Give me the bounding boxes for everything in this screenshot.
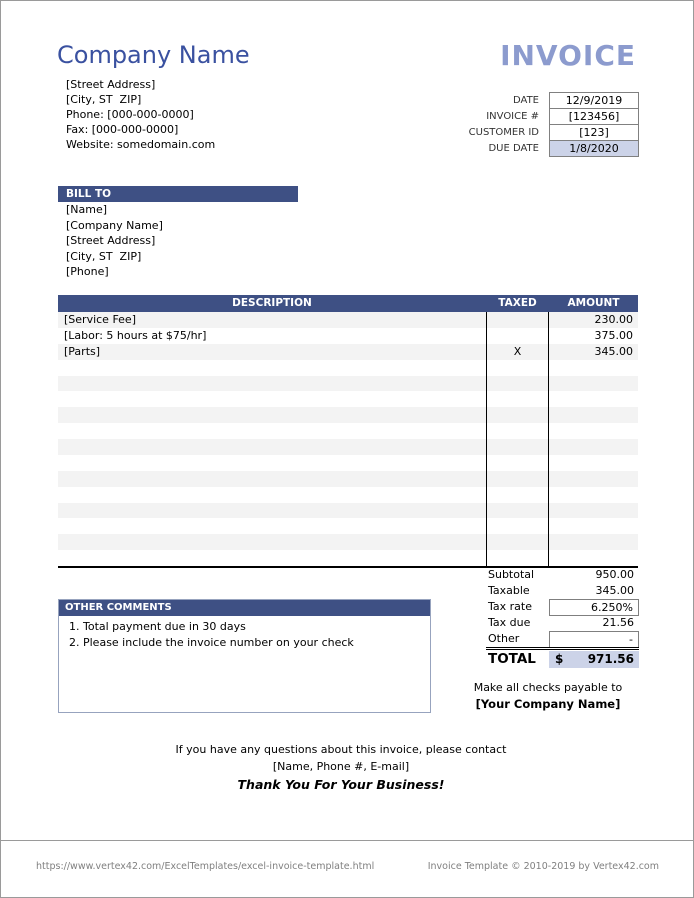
meta-value-field[interactable]: 12/9/2019: [549, 92, 639, 109]
meta-value-field[interactable]: [123456]: [549, 108, 639, 125]
item-description-cell[interactable]: [58, 391, 486, 407]
meta-label: DUE DATE: [488, 143, 539, 154]
items-table-header: [58, 295, 638, 312]
meta-row: [421, 125, 639, 141]
comment-line[interactable]: 2. Please include the invoice number on your check: [69, 636, 354, 649]
summary-row: [486, 567, 639, 583]
summary-value: 21.56: [602, 616, 634, 629]
summary-label: Other: [488, 632, 520, 645]
meta-row: [421, 93, 639, 109]
summary-row: [486, 583, 639, 599]
item-taxed-cell[interactable]: [486, 439, 549, 455]
item-amount-cell[interactable]: [549, 534, 638, 550]
item-amount-cell[interactable]: [549, 391, 638, 407]
item-description-cell[interactable]: [58, 471, 486, 487]
item-description-cell[interactable]: [Parts]: [64, 344, 101, 358]
company-address-line[interactable]: Website: somedomain.com: [66, 138, 216, 151]
item-description-cell[interactable]: [58, 423, 486, 439]
item-description-cell[interactable]: [58, 550, 486, 566]
company-name[interactable]: Company Name: [57, 41, 250, 69]
table-row: [58, 344, 638, 360]
item-taxed-cell[interactable]: [486, 487, 549, 503]
item-taxed-cell[interactable]: [486, 471, 549, 487]
footer-divider: [1, 840, 694, 841]
item-taxed-cell[interactable]: [486, 550, 549, 566]
bill-to-line[interactable]: [Phone]: [66, 265, 109, 278]
bill-to-header: BILL TO: [58, 186, 298, 202]
table-row: [58, 407, 638, 423]
item-amount-cell[interactable]: [549, 518, 638, 534]
item-taxed-cell[interactable]: [486, 391, 549, 407]
item-amount-cell[interactable]: 375.00: [594, 328, 633, 342]
item-description-cell[interactable]: [58, 487, 486, 503]
total-label: TOTAL: [488, 651, 536, 667]
table-row: [58, 423, 638, 439]
company-address-block: [66, 77, 215, 152]
table-row: [58, 518, 638, 534]
item-taxed-cell[interactable]: [486, 518, 549, 534]
other-comments-header: OTHER COMMENTS: [59, 600, 430, 616]
total-currency: $: [555, 652, 564, 666]
meta-value-field[interactable]: [123]: [549, 124, 639, 141]
thank-you-message: Thank You For Your Business!: [237, 777, 445, 792]
footer-copyright: Invoice Template © 2010-2019 by Vertex42.com: [427, 861, 659, 872]
other-comments-box: [58, 599, 431, 713]
comment-line[interactable]: 1. Total payment due in 30 days: [69, 620, 246, 633]
item-amount-cell[interactable]: 345.00: [594, 344, 633, 358]
meta-label: DATE: [512, 95, 539, 106]
item-description-cell[interactable]: [58, 534, 486, 550]
item-amount-cell[interactable]: 230.00: [594, 313, 633, 326]
bill-to-line[interactable]: [City, ST ZIP]: [66, 249, 142, 263]
item-taxed-cell[interactable]: [486, 503, 549, 519]
summary-value: 950.00: [595, 568, 634, 581]
item-taxed-cell[interactable]: [486, 328, 549, 344]
item-description-cell[interactable]: [Labor: 5 hours at $75/hr]: [64, 328, 207, 342]
company-address-line[interactable]: [City, ST ZIP]: [66, 93, 142, 106]
table-row: [58, 503, 638, 519]
summary-label: Tax due: [488, 616, 531, 629]
items-table-body: [58, 312, 638, 568]
table-row: [58, 360, 638, 376]
item-amount-cell[interactable]: [549, 439, 638, 455]
column-header-taxed: TAXED: [498, 297, 537, 309]
bill-to-line[interactable]: [Company Name]: [66, 218, 163, 232]
item-taxed-cell[interactable]: X: [486, 344, 549, 360]
contact-block: [58, 742, 624, 794]
table-row: [58, 455, 638, 471]
bill-to-line[interactable]: [Name]: [66, 203, 108, 216]
item-description-cell[interactable]: [58, 376, 486, 392]
company-address-line[interactable]: Fax: [000-000-0000]: [66, 123, 179, 136]
item-amount-cell[interactable]: [549, 455, 638, 471]
bill-to-block: [66, 202, 163, 280]
invoice-meta: [421, 93, 639, 157]
table-row: [58, 439, 638, 455]
meta-value-field[interactable]: 1/8/2020: [549, 140, 639, 157]
item-description-cell[interactable]: [58, 360, 486, 376]
item-taxed-cell[interactable]: [486, 455, 549, 471]
item-amount-cell[interactable]: [549, 503, 638, 519]
item-taxed-cell[interactable]: [486, 534, 549, 550]
meta-label: INVOICE #: [486, 111, 539, 122]
payable-block: [441, 680, 655, 712]
summary-row: [486, 631, 639, 647]
summary-label: Taxable: [488, 584, 530, 597]
items-table: [58, 295, 638, 568]
table-row: [58, 328, 638, 344]
item-taxed-cell[interactable]: [486, 423, 549, 439]
item-description-cell[interactable]: [58, 455, 486, 471]
payable-company-name[interactable]: [Your Company Name]: [475, 697, 621, 711]
meta-row: [421, 141, 639, 157]
table-row: [58, 471, 638, 487]
column-header-description: DESCRIPTION: [232, 297, 312, 309]
summary-label: Tax rate: [488, 600, 532, 613]
item-description-cell[interactable]: [58, 503, 486, 519]
table-row: [58, 487, 638, 503]
summary-row: [486, 615, 639, 631]
meta-row: [421, 109, 639, 125]
item-taxed-cell[interactable]: [486, 407, 549, 423]
item-description-cell[interactable]: [Service Fee]: [64, 313, 136, 326]
item-description-cell[interactable]: [58, 439, 486, 455]
item-description-cell[interactable]: [58, 407, 486, 423]
meta-label: CUSTOMER ID: [468, 127, 539, 138]
item-amount-cell[interactable]: [549, 423, 638, 439]
other-comments-lines: [59, 616, 430, 651]
item-description-cell[interactable]: [58, 518, 486, 534]
summary-value[interactable]: -: [549, 631, 639, 648]
footer-template-url[interactable]: https://www.vertex42.com/ExcelTemplates/excel-invoice-template.html: [36, 861, 375, 872]
contact-line1: If you have any questions about this invoice, please contact: [175, 743, 507, 756]
summary-value: 345.00: [595, 584, 634, 597]
item-taxed-cell[interactable]: [486, 360, 549, 376]
company-address-line[interactable]: Phone: [000-000-0000]: [66, 108, 194, 121]
table-row: [58, 312, 638, 328]
total-value-cell: [549, 651, 639, 668]
summary-label: Subtotal: [488, 568, 535, 581]
table-row: [58, 376, 638, 392]
item-amount-cell[interactable]: [549, 360, 638, 376]
item-amount-cell[interactable]: [549, 550, 638, 566]
item-amount-cell[interactable]: [549, 376, 638, 392]
item-amount-cell[interactable]: [549, 487, 638, 503]
column-header-amount: AMOUNT: [567, 297, 620, 309]
summary-row: [486, 599, 639, 615]
total-divider: [486, 647, 639, 650]
item-amount-cell[interactable]: [549, 407, 638, 423]
item-taxed-cell[interactable]: [486, 312, 549, 328]
company-address-line[interactable]: [Street Address]: [66, 78, 156, 91]
bill-to-line[interactable]: [Street Address]: [66, 234, 156, 247]
payable-line: Make all checks payable to: [473, 681, 623, 694]
total-row: [486, 651, 639, 668]
table-row: [58, 550, 638, 566]
contact-line2[interactable]: [Name, Phone #, E-mail]: [272, 759, 410, 773]
item-amount-cell[interactable]: [549, 471, 638, 487]
table-row: [58, 534, 638, 550]
table-row: [58, 391, 638, 407]
invoice-title: INVOICE: [500, 39, 636, 72]
summary-value[interactable]: 6.250%: [549, 599, 639, 616]
total-amount: 971.56: [587, 652, 634, 666]
item-taxed-cell[interactable]: [486, 376, 549, 392]
summary-block: [486, 567, 639, 647]
